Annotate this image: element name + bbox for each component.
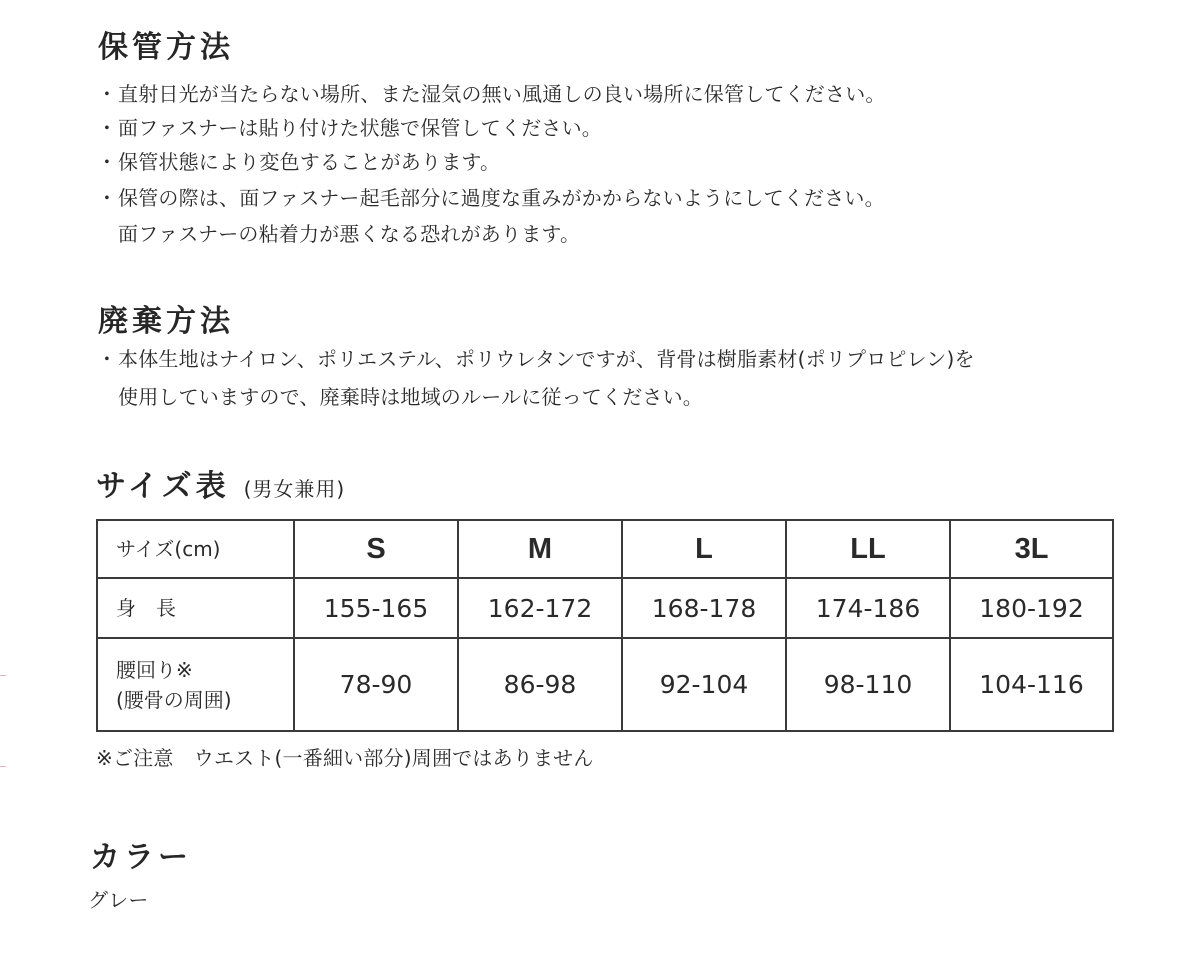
size-header-row	[97, 520, 1113, 578]
storage-item-4-continuation: 面ファスナーの粘着力が悪くなる恐れがあります。	[118, 222, 581, 246]
table-cell: 155-165	[294, 578, 458, 638]
size-chart-heading	[96, 461, 345, 505]
storage-item-1-text: 直射日光が当たらない場所、また湿気の無い風通しの良い場所に保管してください。	[118, 82, 886, 106]
table-cell: 162-172	[458, 578, 622, 638]
color-heading: カラー	[90, 840, 192, 875]
size-m-header: M	[458, 520, 622, 578]
table-cell: 174-186	[786, 578, 950, 638]
table-cell: 104-116	[950, 638, 1113, 731]
row-label-height-line: 身 長	[116, 596, 176, 620]
table-cell: 98-110	[786, 638, 950, 731]
storage-item-4	[96, 182, 885, 211]
row-label-height	[97, 578, 294, 638]
bullet: ・	[96, 186, 118, 210]
disposal-item-continuation: 使用していますので、廃棄時は地域のルールに従ってください。	[118, 385, 703, 409]
storage-item-2	[96, 112, 602, 141]
bullet: ・	[96, 347, 118, 371]
table-row-waist	[97, 638, 1113, 731]
storage-item-1	[96, 78, 886, 107]
bullet: ・	[96, 82, 118, 106]
table-row-height	[97, 578, 1113, 638]
table-cell: 86-98	[458, 638, 622, 731]
edge-mark	[0, 766, 6, 767]
edge-mark	[0, 675, 6, 676]
size-chart-note: ※ご注意 ウエスト(一番細い部分)周囲ではありません	[96, 746, 594, 770]
size-s-header: S	[294, 520, 458, 578]
table-cell: 92-104	[622, 638, 786, 731]
row-label-waist-line2: (腰骨の周囲)	[116, 687, 232, 712]
storage-item-2-text: 面ファスナーは貼り付けた状態で保管してください。	[118, 116, 602, 140]
size-chart-title: サイズ表	[96, 469, 230, 504]
storage-item-4-text: 保管の際は、面ファスナー起毛部分に過度な重みがかからないようにしてください。	[118, 186, 885, 210]
disposal-item-text: 本体生地はナイロン、ポリエステル、ポリウレタンですが、背骨は樹脂素材(ポリプロピレン)を	[118, 347, 975, 371]
storage-item-3-text: 保管状態により変色することがあります。	[118, 150, 501, 174]
table-cell: 78-90	[294, 638, 458, 731]
disposal-heading: 廃棄方法	[98, 304, 234, 339]
storage-heading: 保管方法	[98, 30, 234, 65]
size-table	[96, 519, 1114, 732]
size-3l-header: 3L	[950, 520, 1113, 578]
size-header-label: サイズ(cm)	[97, 520, 294, 578]
size-l-header: L	[622, 520, 786, 578]
size-ll-header: LL	[786, 520, 950, 578]
color-value: グレー	[88, 888, 149, 912]
row-label-waist-line1: 腰回り※	[116, 657, 193, 682]
bullet: ・	[96, 150, 118, 174]
row-label-waist	[97, 638, 294, 731]
table-cell: 168-178	[622, 578, 786, 638]
disposal-item	[96, 343, 975, 372]
table-cell: 180-192	[950, 578, 1113, 638]
size-chart-subtitle: (男女兼用)	[243, 477, 346, 501]
storage-item-3	[96, 146, 500, 175]
bullet: ・	[96, 116, 118, 140]
